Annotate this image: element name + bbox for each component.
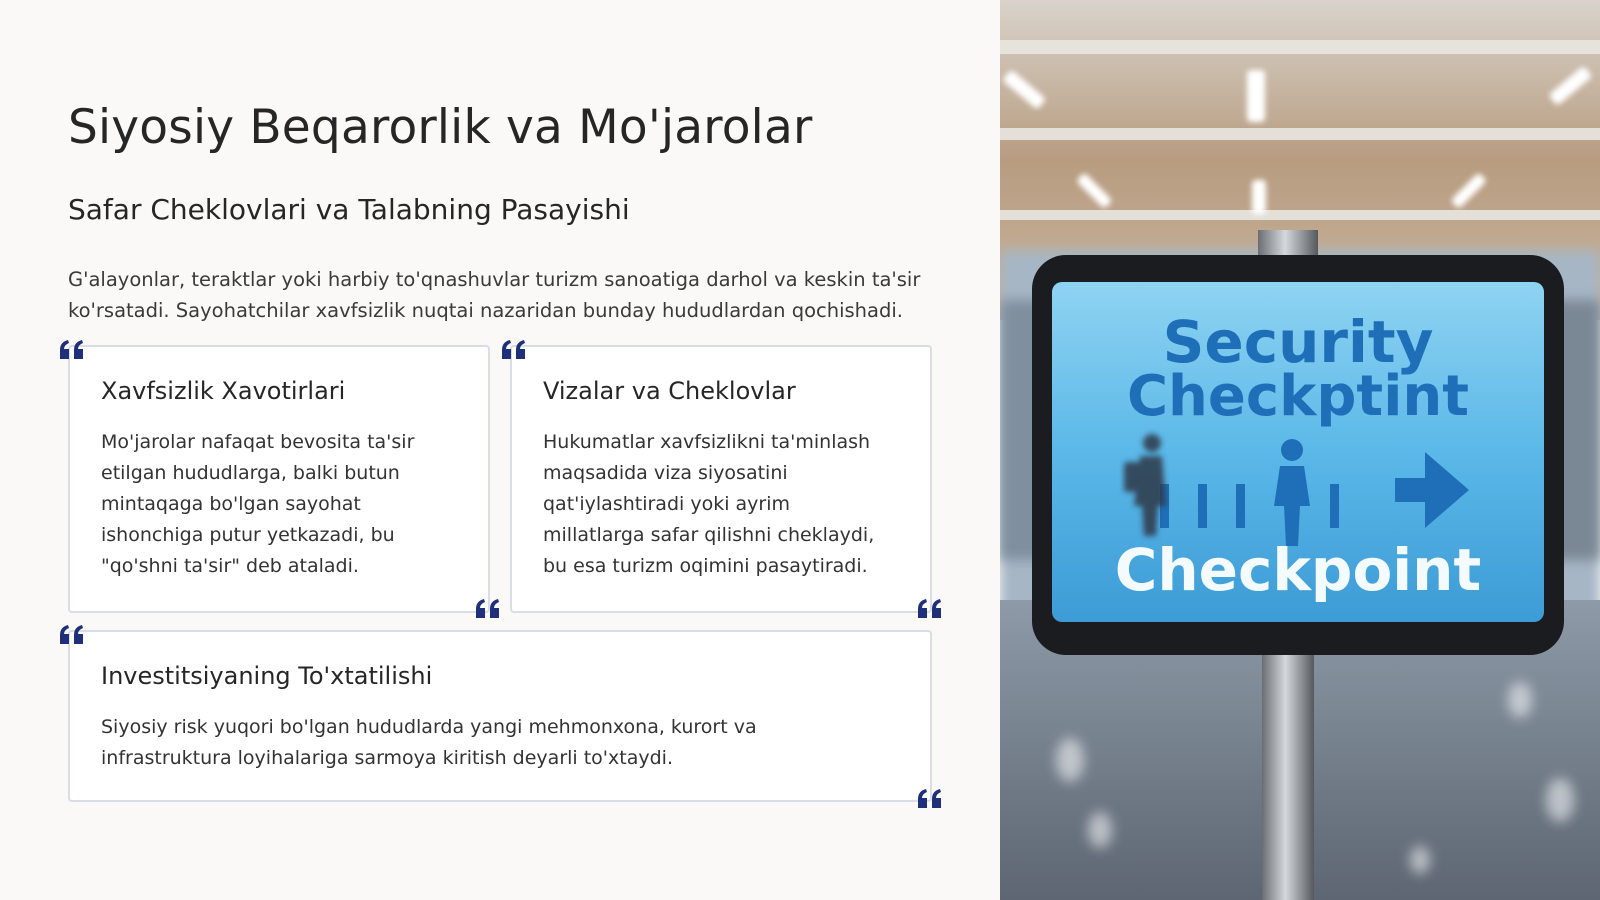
sign-line-2: Checkptint	[1126, 364, 1470, 429]
card-heading: Vizalar va Cheklovlar	[543, 377, 796, 405]
security-checkpoint-photo	[1000, 0, 1600, 900]
left-double-quote-icon	[500, 339, 528, 361]
card-body: Mo'jarolar nafaqat bevosita ta'sir etilgan hududlarga, balki butun mintaqaga bo'lgan sayohat ishonchiga putur yetkazadi, bu "qo'shni ta'sir" deb ataladi.	[101, 431, 415, 577]
card-heading: Investitsiyaning To'xtatilishi	[101, 662, 433, 690]
left-double-quote-icon	[58, 339, 86, 361]
right-double-quote-icon	[916, 788, 944, 810]
sign-line-3: Checkpoint	[1114, 536, 1482, 604]
card-security-concerns	[68, 345, 490, 613]
card-body: Hukumatlar xavfsizlikni ta'minlash maqsadida viza siyosatini qat'iylashtiradi yoki ayrim millatlarga safar qilishni cheklaydi, bu esa turizm oqimini pasaytiradi.	[543, 431, 875, 577]
intro-paragraph: G'alayonlar, teraktlar yoki harbiy to'qnashuvlar turizm sanoatiga darhol va keskin ta'sir ko'rsatadi. Sayohatchilar xavfsizlik nuqtai nazaridan bunday hududlardan qochishadi.	[68, 268, 921, 322]
page-subtitle: Safar Cheklovlari va Talabning Pasayishi	[68, 193, 630, 226]
sign-line-1: Security	[1162, 308, 1434, 376]
left-double-quote-icon	[58, 624, 86, 646]
page-title: Siyosiy Beqarorlik va Mo'jarolar	[68, 100, 813, 155]
card-body: Siyosiy risk yuqori bo'lgan hududlarda yangi mehmonxona, kurort va infrastruktura loyihalariga sarmoya kiritish deyarli to'xtaydi.	[101, 716, 757, 769]
card-visas-restrictions	[510, 345, 932, 613]
right-double-quote-icon	[916, 598, 944, 620]
right-double-quote-icon	[474, 598, 502, 620]
card-heading: Xavfsizlik Xavotirlari	[101, 377, 346, 405]
card-investment-halt	[68, 630, 932, 802]
